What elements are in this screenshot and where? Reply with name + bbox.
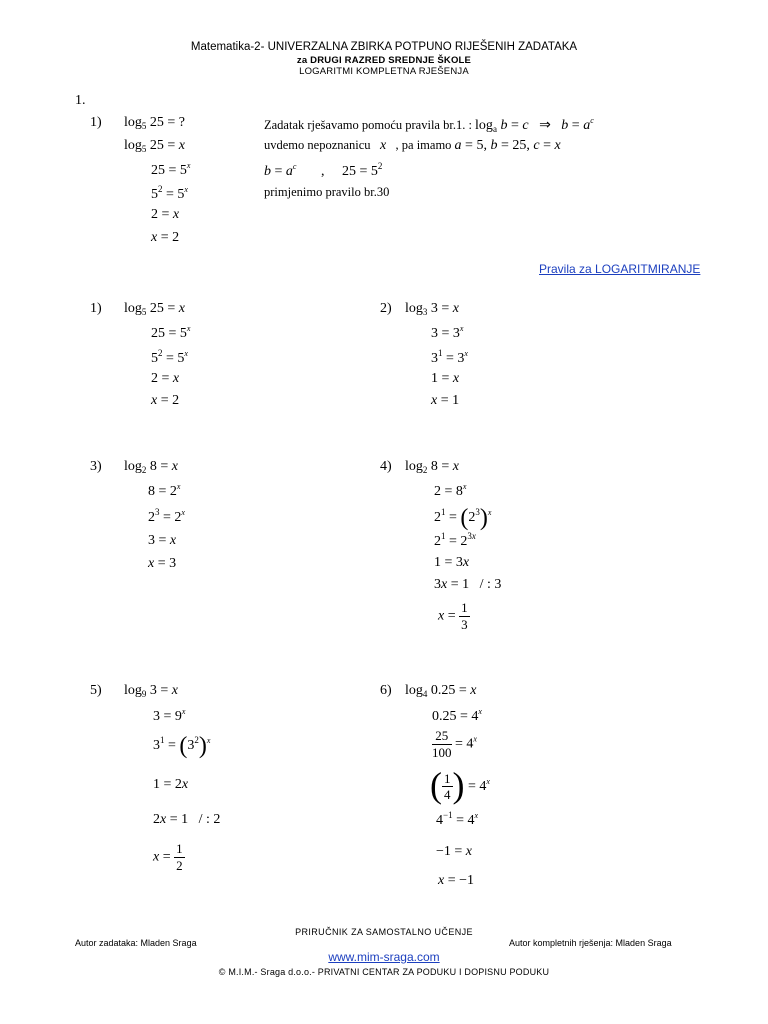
intro-note-1: Zadatak rješavamo pomoću pravila br.1. : $\log_a b = c$ ⇒ $b = a^c$ <box>264 116 594 134</box>
task-6-eq-4: ( $\frac{1}{4}$ ) = $4^x$ <box>430 765 490 805</box>
task-5-eq-6: x = $\frac{1}{2}$ <box>153 841 183 873</box>
header-topic: LOGARITMI KOMPLETNA RJEŠENJA <box>299 66 469 77</box>
intro-note-1-text: Zadatak rješavamo pomoću pravila br.1. : <box>264 118 472 132</box>
task-3-eq-5: x = 3 <box>148 556 177 571</box>
task-1-eq-5: x = 2 <box>151 393 180 408</box>
intro-eq-5: 2 = x <box>151 207 180 222</box>
task-3-eq-2: $8 = 2^x$ <box>148 482 181 499</box>
task-1-eq-4: 2 = x <box>151 371 180 386</box>
task-3-eq-3: $2^3 = 2^x$ <box>148 507 185 525</box>
task-2-eq-3: $3^1 = 3^x$ <box>431 348 468 366</box>
intro-eq-3: $25 = 5^x$ <box>151 161 191 178</box>
task-6-eq-5: $4^{-1} = 4^x$ <box>436 810 479 828</box>
rules-link[interactable]: Pravila za LOGARITMIRANJE <box>539 262 701 276</box>
task-4-eq-4: $2^1 = 2^{3x}$ <box>434 531 476 549</box>
intro-eq-4: $5^2 = 5^x$ <box>151 184 188 202</box>
header-title: Matematika-2- UNIVERZALNA ZBIRKA POTPUNO RIJEŠENIH ZADATAKA <box>190 41 578 53</box>
task-5-eq-5: 2x = 1 / : 2 <box>153 812 221 827</box>
task-5-eq-2: $3 = 9^x$ <box>153 707 186 724</box>
footer-author-tasks: Autor zadataka: Mladen Sraga <box>75 938 197 948</box>
task-5-eq-4: 1 = 2x <box>153 777 189 792</box>
task-4-eq-3: $2^1 = (2^3)^x$ <box>434 505 492 531</box>
task-6-eq-1: $\log_4 0.25 = x$ <box>405 683 477 699</box>
task-4-eq-2: $2 = 8^x$ <box>434 482 467 499</box>
task-4-eq-5: 1 = 3x <box>434 555 470 570</box>
task-label: 5) <box>90 683 102 698</box>
intro-note-2: uvdemo nepoznanicu x , pa imamo a = 5, b = 25, c = x <box>264 138 561 153</box>
intro-note-2b-text: , pa imamo <box>395 138 452 152</box>
task-2-eq-1: $\log_3 3 = x$ <box>405 301 460 317</box>
intro-eq-1: $\log_5 25$ = ? <box>124 115 185 131</box>
footer-author-solutions: Autor kompletnih rješenja: Mladen Sraga <box>509 938 672 948</box>
task-1-eq-1: $\log_5 25 = x$ <box>124 301 186 317</box>
task-2-eq-5: x = 1 <box>431 393 460 408</box>
task-6-eq-7: x = −1 <box>438 873 475 888</box>
task-label: 4) <box>380 459 392 474</box>
intro-note-4: primjenimo pravilo br.30 <box>264 185 390 199</box>
intro-eq-2: $\log_5 25 = x$ <box>124 138 186 154</box>
task-label: 2) <box>380 301 392 316</box>
task-4-eq-7: x = $\frac{1}{3}$ <box>438 600 468 632</box>
intro-note-3: $b = a^c$ , $25 = 5^2$ <box>264 161 383 179</box>
task-2-eq-2: $3 = 3^x$ <box>431 324 464 341</box>
task-6-eq-3: $\frac{25}{100}$ = $4^x$ <box>432 728 477 760</box>
footer-company: © M.I.M.- Sraga d.o.o.- PRIVATNI CENTAR ZA PODUKU I DOPISNU PODUKU <box>218 967 550 977</box>
task-label: 3) <box>90 459 102 474</box>
intro-label: 1) <box>90 115 102 130</box>
task-4-eq-1: $\log_2 8 = x$ <box>405 459 460 475</box>
task-4-eq-6: 3x = 1 / : 3 <box>434 577 502 592</box>
task-6-eq-6: −1 = x <box>436 844 473 859</box>
task-5-eq-1: $\log_9 3 = x$ <box>124 683 179 699</box>
task-1-eq-2: $25 = 5^x$ <box>151 324 191 341</box>
task-3-eq-1: $\log_2 8 = x$ <box>124 459 179 475</box>
task-3-eq-4: 3 = x <box>148 533 177 548</box>
intro-note-2-text: uvdemo nepoznanicu <box>264 138 371 152</box>
task-6-eq-2: $0.25 = 4^x$ <box>432 707 482 724</box>
task-1-eq-3: $5^2 = 5^x$ <box>151 348 188 366</box>
footer-website-link[interactable] <box>0 950 768 964</box>
task-5-eq-3: $3^1 = (3^2)^x$ <box>153 733 211 759</box>
task-label: 6) <box>380 683 392 698</box>
header-subtitle: za DRUGI RAZRED SREDNJE ŠKOLE <box>296 55 472 66</box>
task-2-eq-4: 1 = x <box>431 371 460 386</box>
footer-website-text[interactable]: www.mim-sraga.com <box>328 950 440 964</box>
footer-manual: PRIRUČNIK ZA SAMOSTALNO UČENJE <box>295 927 473 937</box>
problem-number: 1. <box>75 93 86 108</box>
intro-eq-6: x = 2 <box>151 230 180 245</box>
task-label: 1) <box>90 301 102 316</box>
